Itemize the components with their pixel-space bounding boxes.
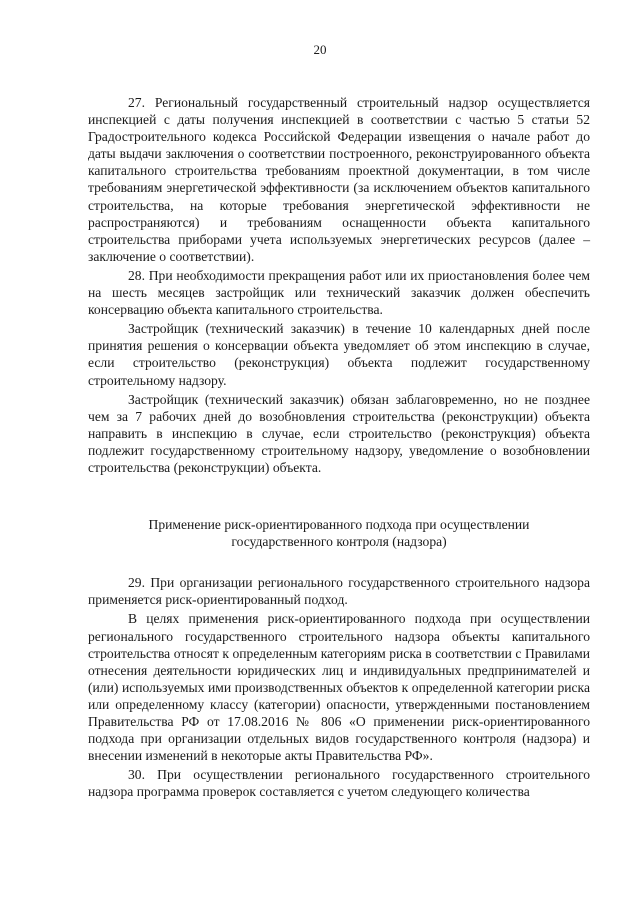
paragraph-27: 27. Региональный государственный строительный надзор осуществляется инспекцией с даты получения инспекцией в соответствии с частью 5 статьи 52 Градостроительного кодекса Российской Федерации извещения о начале работ до даты выдачи заключения о соответствии построенного, реконструированного объекта капитального строительства требованиям проектной документации, в том числе требованиям энергетической эффективности (за исключением объектов капитального строительства, на которые требования энергетической эффективности не распространяются) и требованиям оснащенности объекта капитального строительства приборами учета используемых энергетических ресурсов (далее – заключение о соответствии).	[88, 95, 590, 264]
paragraph-risk-categories: В целях применения риск-ориентированного подхода при осуществлении регионального государственного строительного надзора объекты капитального строительства относят к определенным категориям риска в соответствии с Правилами отнесения деятельности юридических лиц и индивидуальных предпринимателей и (или) используемых ими производственных объектов к определенной категории риска или определенному классу (категории) опасности, утвержденными постановлением Правительства РФ от 17.08.2016 № 806 «О применении риск-ориентированного подхода при организации отдельных видов государственного контроля (надзора) и внесении изменений в некоторые акты Правительства РФ».	[88, 611, 590, 764]
paragraph-29: 29. При организации регионального государственного строительного надзора применяется риск-ориентированный подход.	[88, 575, 590, 608]
paragraph-30: 30. При осуществлении регионального государственного строительного надзора программа проверок составляется с учетом следующего количества	[88, 767, 590, 800]
section-heading-line-1: Применение риск-ориентированного подхода при осуществлении	[148, 517, 530, 533]
section-heading-line-2: государственного контроля (надзора)	[231, 534, 447, 550]
section-heading	[88, 516, 590, 550]
document-body	[88, 94, 590, 800]
paragraph-conservation-notice: Застройщик (технический заказчик) в течение 10 календарных дней после принятия решения о консервации объекта уведомляет об этом инспекцию в случае, если строительство (реконструкция) объекта подлежит государственному строительному надзору.	[88, 321, 590, 388]
paragraph-28: 28. При необходимости прекращения работ или их приостановления более чем на шесть месяцев застройщик или технический заказчик должен обеспечить консервацию объекта капитального строительства.	[88, 267, 590, 318]
paragraph-resumption-notice: Застройщик (технический заказчик) обязан заблаговременно, но не позднее чем за 7 рабочих дней до возобновления строительства (реконструкции) объекта направить в инспекцию в случае, если строительство (реконструкция) объекта подлежит государственному строительному надзору, уведомление о возобновлении строительства (реконструкции) объекта.	[88, 391, 590, 475]
page-number: 20	[313, 42, 327, 57]
